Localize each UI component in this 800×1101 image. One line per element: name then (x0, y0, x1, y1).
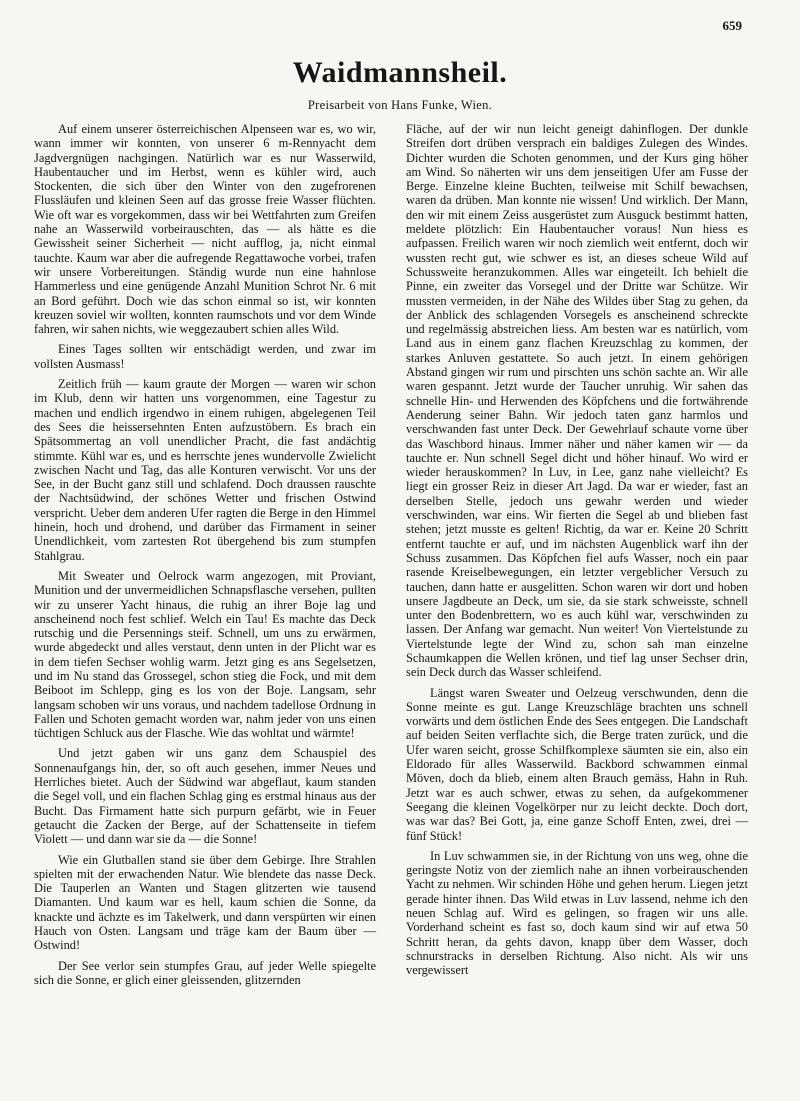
paragraph: Auf einem unserer österreichischen Alpenseen war es, wo wir, wann immer wir konnten, von unserer 6 m-Rennyacht dem Jagdvergnügen nachgingen. Natürlich war es nur Wasserwild, Haubentaucher und im Herbst, wenn es kühler wird, auch Stockenten, die sich über den Winter von den zugefrorenen Flussläufen und kleinen Seen auf das grosse freie Wasser flüchten. Wie oft war es vorgekommen, dass wir bei Wettfahrten zum Greifen nahe an Wasserwild vorbeirauschten, das — als hätte es die Gewissheit seiner Sicherheit — nicht aufflog, ja, nicht einmal tauchte. Kaum war aber die aufregende Regattawoche vorbei, trafen wir unsere Vorbereitungen. Ständig wurde nun eine hahnlose Hammerless und eine genügende Anzahl Munition Schrot Nr. 6 mit an Bord geführt. Doch wie das schon einmal so ist, wir konnten kreuzen soviel wir wollten, konnten raumschots und vor dem Winde fahren, wir sahen nichts, wie weggezaubert schien alles Wild. (34, 122, 376, 337)
article-title: Waidmannsheil. (292, 56, 508, 89)
left-column (34, 122, 376, 993)
paragraph: Wie ein Glutballen stand sie über dem Gebirge. Ihre Strahlen spielten mit der erwachenden Natur. Wie blendete das nasse Deck. Die Tauperlen an Wanten und Stagen glitzerten wie tausend Diamanten. Und kaum war es hell, kaum schien die Sonne, da knackte und ächzte es im Takelwerk, und dann verspürten wir einen Hauch von Osten. Langsam und träge kam der Baum über — Ostwind! (34, 852, 376, 953)
paragraph: Mit Sweater und Oelrock warm angezogen, mit Proviant, Munition und der unvermeidlichen Schnapsflasche versehen, pullten wir zu unserer Yacht hinaus, die ruhig an ihrer Boje lag und anscheinend noch fest schlief. Welch ein Tau! Es machte das Deck rutschig und die Persennings steif. Schnell, um uns zu erwärmen, wurde abgedeckt und alles verstaut, denn unten in der Plicht war es in dem tiefen Sechser wohlig warm. Jetzt ging es ans Segelsetzen, und im Nu stand das Grossegel, schon stieg die Fock, und mit dem Beiboot im Schlepp, ging es los von der Boje. Langsam, sehr langsam schoben wir uns voraus, und nachdem tadellose Ordnung in Fallen und Schoten gemacht worden war, nahm jeder von uns einen tüchtigen Schluck aus der Flasche. Wie das wohltat und wärmte! (34, 568, 376, 741)
paragraph: Und jetzt gaben wir uns ganz dem Schauspiel des Sonnenaufgangs hin, der, so oft auch gesehen, immer Neues und Herrliches bietet. Auch der Südwind war abgeflaut, kaum standen die Segel voll, und ein flachen Schlag ging es erstmal hinaus aus der Bucht. Das Firmament hatte sich purpurn gefärbt, wie in Feuer getaucht die Zacken der Berge, auf der Schattenseite in tiefem Violett — und dann war sie da — die Sonne! (34, 746, 376, 847)
paragraph: Zeitlich früh — kaum graute der Morgen — waren wir schon im Klub, denn wir hatten uns vorgenommen, eine Tagestur zu machen und endlich irgendwo in einem ruhigen, abgelegenen Teil des Sees die heissersehnten Enten aufzustöbern. Es brach ein Spätsommertag an voll unendlicher Pracht, die fast andächtig stimmte. Kühl war es, und es herrschte jenes wundervolle Zwielicht zwischen Nacht und Tag, das alle Konturen verwischt. Vor uns der See, in der Bucht ganz still und schlafend. Doch draussen rauschte der Nachtsüdwind, der schönes Wetter und frischen Ostwind verspricht. Ueber dem anderen Ufer ragten die Berge in den Himmel hinein, hoch und drohend, und darüber das Firmament in seiner Unendlichkeit, vom zartesten Rot übergehend bis zum stumpfen Stahlgrau. (34, 377, 376, 563)
paragraph: Der See verlor sein stumpfes Grau, auf jeder Welle spiegelte sich die Sonne, er glich einer gleissenden, glitzernden (34, 958, 376, 987)
paragraph: Längst waren Sweater und Oelzeug verschwunden, denn die Sonne meinte es gut. Lange Kreuzschläge brachten uns schnell vorwärts und dem östlichen Ende des Sees entgegen. Die Landschaft auf beiden Seiten verflachte sich, die Berge traten zurück, und die Ufer waren seicht, grosse Schilfkomplexe säumten sie ein, also ein Eldorado für alles Wasserwild. Backbord schwammen einmal Möven, doch da blieb, einem alten Brauch gemäss, Hahn in Ruh. Jetzt war es auch schwer, etwas zu sehen, da aufgekommener Seegang die kleinen Vogelkörper nur zu leicht deckte. Doch dort, was war das? Bei Gott, ja, eine ganze Schoff Enten, zwei, drei — fünf Stück! (406, 685, 748, 843)
paragraph: Eines Tages sollten wir entschädigt werden, und zwar im vollsten Ausmass! (34, 342, 376, 371)
right-column (406, 122, 748, 984)
paragraph: Fläche, auf der wir nun leicht geneigt dahinflogen. Der dunkle Streifen dort drüben versprach ein baldiges Zulegen des Windes. Dichter wurden die Schoten genommen, und der Kurs ging höher am Wind. So näherten wir uns dem jenseitigen Ufer am Fusse der Berge. Einzelne kleine Buchten, teilweise mit Schilf bewachsen, waren da drüben. Man konnte nie wissen! Und wirklich. Der Mann, den wir mit einem Zeiss ausgerüstet zum Ausguck bestimmt hatten, meldete plötzlich: Ein Haubentaucher voraus! Nun hiess es aufpassen. Freilich waren wir noch ziemlich weit entfernt, doch wir wussten recht gut, wie schwer es ist, an dieses scheue Wild auf Schussweite heranzukommen. Alles war eingeteilt. Ich behielt die Pinne, ein zweiter das Vorsegel und der Dritte war Schütze. Wir mussten vermeiden, in der Nähe des Wildes über Stag zu gehen, da der Anblick des schlagenden Vorsegels es anscheinend schreckte und regelmässig abstreichen liess. Am besten war es natürlich, vom Land aus in einem ganz flachen Kreuzschlag zu kommen, der starkes Anluven gestattete. So auch jetzt. In einem gehörigen Abstand gingen wir rum und pirschten uns schön sachte an. Wir alle waren gespannt. Jetzt wurde der Taucher unruhig. Wir sahen das schnelle Hin- und Herwenden des Köpfchens und die fortwährende Aenderung seiner Bahn. Wir jedoch taten ganz harmlos und verschwanden fast unter Deck. Der Gewehrlauf schaute vorne über das Waschbord hinaus. Immer näher und näher kamen wir — da tauchte er. Nun schnell Segel dicht und höher hinauf. Wo wird er wieder herauskommen? In Luv, in Lee, ganz nahe vielleicht? Es liegt ein grosser Reiz in dieser Art Jagd. Da war er wieder, fast an derselben Stelle, jedoch uns gewahr werden und wieder verschwinden, war eins. Wir fierten die Segel ab und blieben fast stehen; jetzt musste es gelten! Richtig, da war er. Keine 20 Schritt entfernt tauchte er auf, und im nächsten Augenblick warf ihn der Schuss zusammen. Das Köpfchen fiel aufs Wasser, noch ein paar rasende Kreiselbewegungen, ein letzter vergeblicher Versuch zu tauchen, dann hatte er ausgelitten. Schon waren wir dort und hoben unsere Jagdbeute an Deck, um sie, da sie stark schweisste, schnell unter den Bodenbrettern, wo es auch kühl war, verschwinden zu lassen. Der Anfang war gemacht. Nun weiter! Von Viertelstunde zu Viertelstunde legte der Wind zu, schon sah man einzelne Schaumkappen die Wellen krönen, und tief lag unser Sechser drin, sein Deck durch das Wasser schleifend. (406, 122, 748, 680)
article-subtitle: Preisarbeit von Hans Funke, Wien. (307, 98, 493, 112)
page-number: 659 (722, 18, 742, 33)
paragraph: In Luv schwammen sie, in der Richtung von uns weg, ohne die geringste Notiz von der ziemlich nahe an ihnen vorbeirauschenden Yacht zu nehmen. Wir schinden Höhe und gehen herum. Liegen jetzt gerade hinter ihnen. Das Wild etwas in Luv lassend, nehme ich den neuen Schlag auf. Wird es gelingen, so fragen wir uns alle. Vorderhand scheint es fast so, doch kaum sind wir auf etwa 50 Schritt heran, da gehts davon, knapp über dem Wasser, doch schnurstracks in derselben Richtung. Also nicht. Als wir uns vergewissert (406, 848, 748, 978)
